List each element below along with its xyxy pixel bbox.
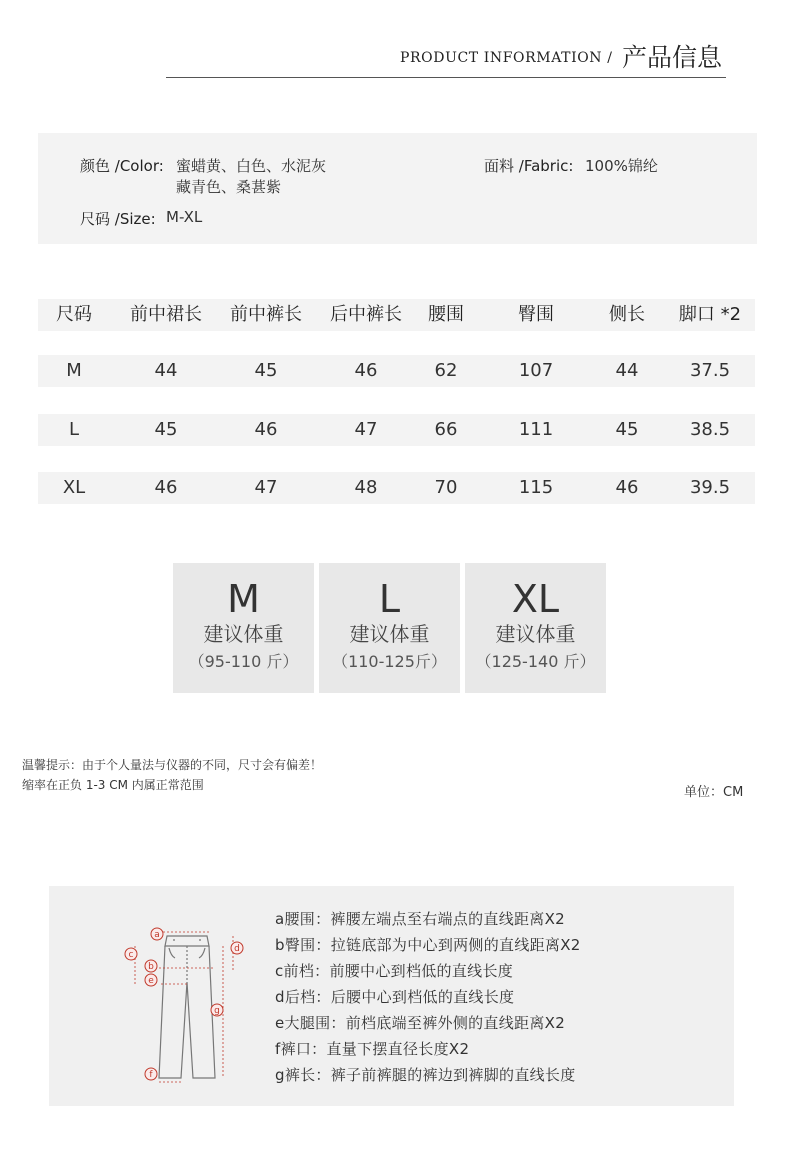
table-cell: 44 [154,360,178,381]
weight-box-size: M [227,577,260,621]
size-label: 尺码 /Size: [80,210,156,228]
measurement-guide [49,886,734,1106]
header-title-en: PRODUCT INFORMATION / [400,50,613,66]
table-cell: 46 [154,477,178,498]
diagram-label-f: f [149,1070,153,1080]
fabric-value: 100%锦纶 [585,157,658,175]
weight-box-range: （125-140 斤） [475,652,596,671]
weight-box-l [319,563,460,693]
color-value-line1: 蜜蜡黄、白色、水泥灰 [176,157,327,175]
table-header-cell: 腰围 [428,304,464,325]
diagram-label-b: b [148,962,154,972]
table-header-row [38,299,755,331]
weight-box-size: XL [511,577,560,621]
table-header-cell: 前中裤长 [230,304,302,325]
pants-diagram-icon [115,922,255,1122]
header-title-cn: 产品信息 [622,43,723,72]
table-cell: 47 [354,419,378,440]
table-cell: 62 [434,360,458,381]
table-header-cell: 脚口 *2 [678,304,742,325]
table-cell: 107 [518,360,554,381]
size-value: M-XL [166,208,203,226]
unit-note: 单位：CM [684,785,744,800]
table-cell: 66 [434,419,458,440]
weight-box-label: 建议体重 [349,622,430,646]
table-cell: 70 [434,477,458,498]
product-info-panel [38,133,757,244]
table-cell: L [68,419,80,440]
table-cell: 45 [615,419,639,440]
color-value-line2: 藏青色、桑葚紫 [176,178,282,196]
table-cell: 47 [254,477,278,498]
table-row [38,414,755,446]
diagram-label-d: d [234,944,240,954]
diagram-label-a: a [154,930,160,940]
fabric-label: 面料 /Fabric: [484,157,574,175]
measure-line-g: g裤长：裤子前裤腿的裤边到裤脚的直线长度 [275,1066,576,1084]
measure-line-c: c前档：前腰中心到档低的直线长度 [275,962,514,980]
table-cell: 39.5 [689,477,731,498]
tolerance-note: 缩率在正负 1-3 CM 内属正常范围 [22,778,204,792]
diagram-label-g: g [214,1006,220,1016]
table-cell: 46 [254,419,278,440]
table-cell: 45 [254,360,278,381]
table-cell: 48 [354,477,378,498]
table-header-cell: 臀围 [518,304,554,325]
table-row [38,472,755,504]
weight-box-range: （110-125斤） [332,652,447,671]
table-cell: 45 [154,419,178,440]
color-label: 颜色 /Color: [80,157,164,175]
diagram-label-e: e [148,976,154,986]
table-cell: 44 [615,360,639,381]
weight-box-m [173,563,314,693]
table-cell: 37.5 [689,360,731,381]
measure-line-a: a腰围：裤腰左端点至右端点的直线距离X2 [275,910,566,928]
measure-line-b: b臀围：拉链底部为中心到两侧的直线距离X2 [275,936,581,954]
weight-box-label: 建议体重 [203,622,284,646]
table-cell: 46 [354,360,378,381]
table-cell: XL [62,477,86,498]
weight-box-size: L [378,577,401,621]
table-header-cell: 侧长 [609,304,645,325]
measure-line-f: f裤口：直量下摆直径长度X2 [275,1040,470,1058]
weight-box-xl [465,563,606,693]
weight-box-range: （95-110 斤） [188,652,299,671]
tip-note: 温馨提示：由于个人量法与仪器的不同，尺寸会有偏差！ [22,758,323,772]
diagram-label-c: c [128,950,134,960]
measure-line-d: d后档：后腰中心到档低的直线长度 [275,988,515,1006]
table-cell: M [66,360,82,381]
table-row [38,355,755,387]
table-header-cell: 后中裤长 [330,304,402,325]
table-cell: 115 [518,477,554,498]
table-cell: 111 [518,419,554,440]
table-cell: 38.5 [689,419,731,440]
table-cell: 46 [615,477,639,498]
header-divider [166,77,726,78]
measure-line-e: e大腿围：前档底端至裤外侧的直线距离X2 [275,1014,566,1032]
table-header-cell: 前中裙长 [130,304,202,325]
weight-box-label: 建议体重 [495,622,576,646]
table-header-cell: 尺码 [56,304,92,325]
